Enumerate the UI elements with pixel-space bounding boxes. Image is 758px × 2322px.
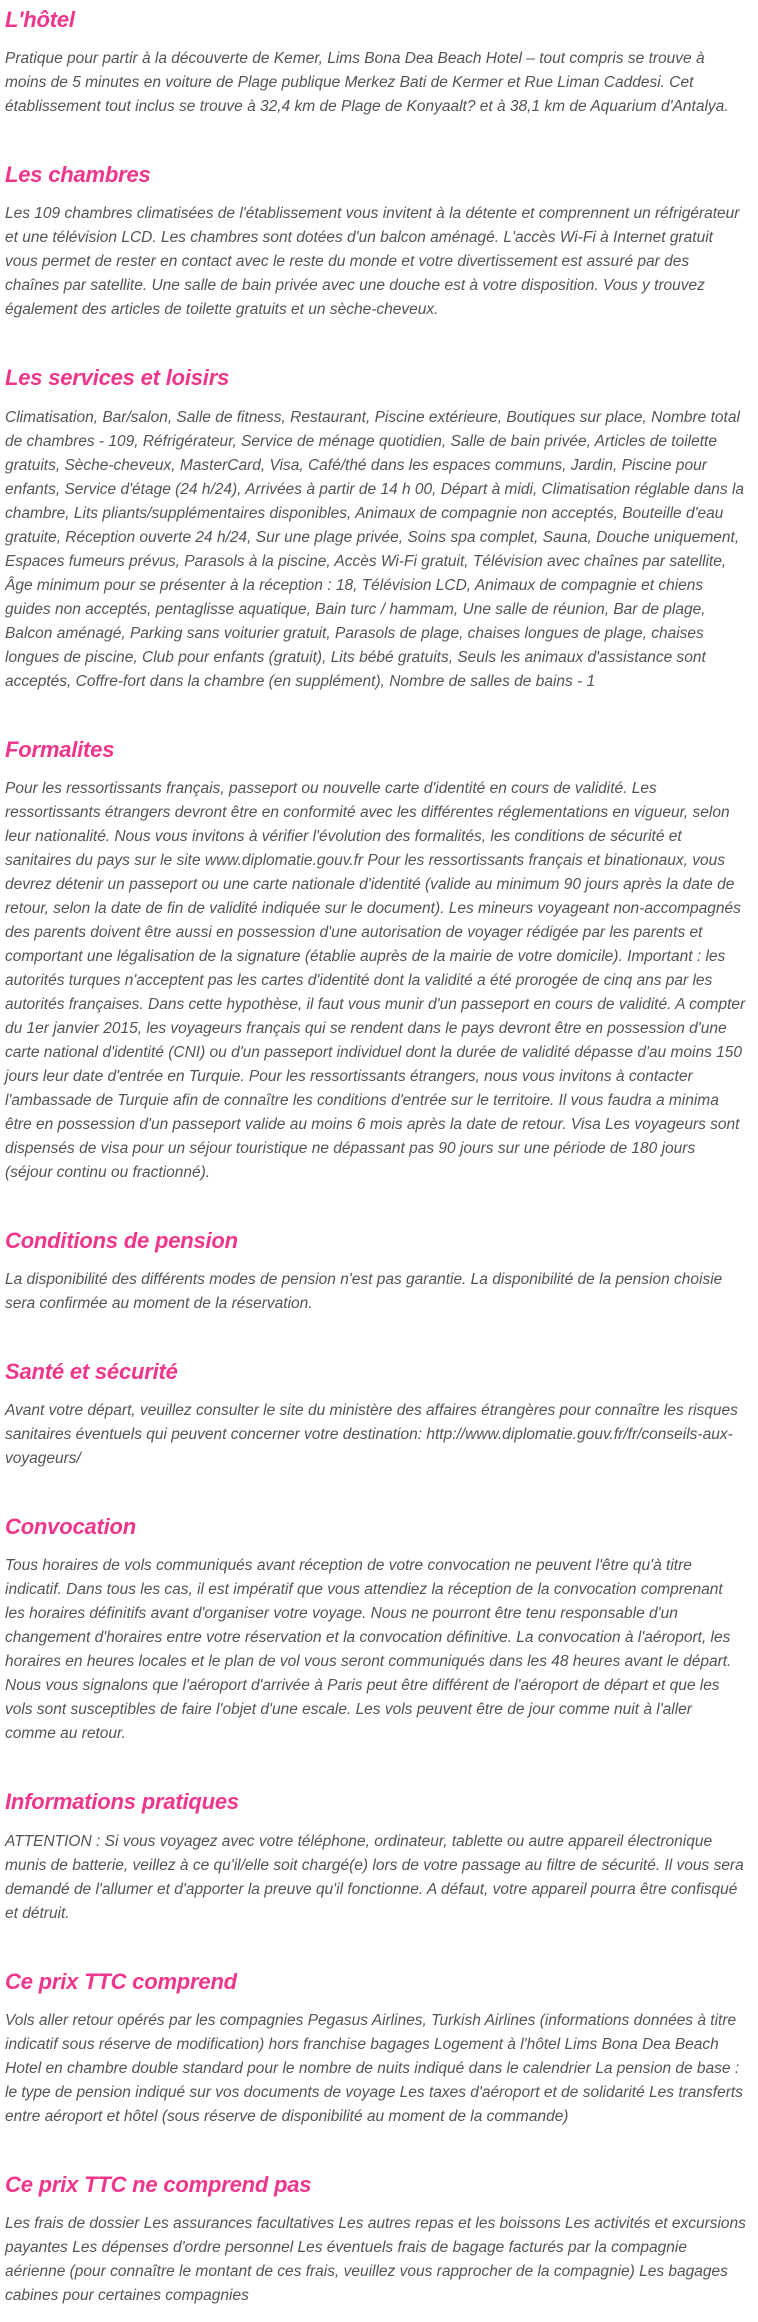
section-body-chambres: Les 109 chambres climatisées de l'établissement vous invitent à la détente et comprennent un réfrigérateur et une télévision LCD. Les chambres sont dotées d'un balcon aménagé. L'accès Wi-Fi à Internet gratuit vous permet de rester en contact avec le reste du monde et votre divertissement est assuré par des chaînes par satellite. Une salle de bain privée avec une douche est à votre disposition. Vous y trouvez également des articles de toilette gratuits et un sèche-cheveux.	[5, 205, 740, 319]
section-body-prix-ttc-ne-comprend-pas: Les frais de dossier Les assurances facultatives Les autres repas et les boissons Les activités et excursions payantes Les dépenses d'ordre personnel Les éventuels frais de bagage facturés par la compagnie aérienne (pour connaître le montant de ces frais, veuillez vous rapprocher de la compagnie) Les bagages cabines pour certaines compagnies	[5, 2214, 746, 2304]
section-body-formalites: Pour les ressortissants français, passeport ou nouvelle carte d'identité en cours de validité. Les ressortissants étrangers devront être en conformité avec les différentes réglementations en vigueur, selon leur nationalité. Nous vous invitons à vérifier l'évolution des formalités, les conditions de sécurité et sanitaires du pays sur le site www.diplomatie.gouv.fr Pour les ressortissants français et binationaux, vous devrez détenir un passeport ou une carte nationale d'identité (valide au minimum 90 jours après la date de retour, selon la date de fin de validité indiquée sur le document). Les mineurs voyageant non-accompagnés des parents doivent être aussi en possession d'une autorisation de voyager rédigée par les parents et comportant une légalisation de la signature (établie auprès de la mairie de votre domicile). Important : les autorités turques n'acceptent pas les cartes d'identité dont la validité a été prorogée de cinq ans par les autorités françaises. Dans cette hypothèse, il faut vous munir d'un passeport en cours de validité. A compter du 1er janvier 2015, les voyageurs français qui se rendent dans le pays devront être en possession d'une carte national d'identité (CNI) ou d'un passeport individuel dont la durée de validité dépasse d'au moins 150 jours leur date d'entrée en Turquie. Pour les ressortissants étrangers, nous vous invitons à contacter l'ambassade de Turquie afin de connaître les conditions d'entrée sur le territoire. Il vous faudra a minima être en possession d'un passeport valide au moins 6 mois après la date de retour. Visa Les voyageurs sont dispensés de visa pour un séjour touristique ne dépassant pas 90 jours sur une période de 180 jours (séjour continu ou fractionné).	[5, 779, 746, 1181]
section-prix-ttc-comprend	[5, 1970, 746, 2129]
section-title-informations-pratiques: Informations pratiques	[5, 1789, 239, 1815]
section-body-convocation: Tous horaires de vols communiqués avant réception de votre convocation ne peuvent l'être qu'à titre indicatif. Dans tous les cas, il est impératif que vous attendiez la réception de la convocation comprenant les horaires définitifs avant d'organiser votre voyage. Nous ne pourront être tenu responsable d'un changement d'horaires entre votre réservation et la convocation définitive. La convocation à l'aéroport, les horaires en heures locales et le plan de vol vous seront communiqués dans les 48 heures avant le départ. Nous vous signalons que l'aéroport d'arrivée à Paris peut être différent de l'aéroport de départ et que les vols sont susceptibles de faire l'objet d'une escale. Les vols peuvent être de jour comme nuit à l'aller comme au retour.	[5, 1557, 732, 1743]
section-title-sante-securite: Santé et sécurité	[5, 1358, 178, 1384]
section-prix-ttc-ne-comprend-pas	[5, 2173, 746, 2308]
section-title-services-loisirs: Les services et loisirs	[5, 365, 230, 391]
section-formalites	[5, 738, 746, 1185]
section-body-sante-securite: Avant votre départ, veuillez consulter le site du ministère des affaires étrangères pour connaître les risques sanitaires éventuels qui peuvent concerner votre destination: http://www.diplomatie.gouv.fr/fr/conseils-aux-voyageurs/	[5, 1402, 738, 1468]
section-body-conditions-pension: La disponibilité des différents modes de pension n'est pas garantie. La disponibilité de la pension choisie sera confirmée au moment de la réservation.	[5, 1270, 723, 1312]
section-body-prix-ttc-comprend: Vols aller retour opérés par les compagnies Pegasus Airlines, Turkish Airlines (informations données à titre indicatif sous réserve de modification) hors franchise bagages Logement à l'hôtel Lims Bona Dea Beach Hotel en chambre double standard pour le nombre de nuits indiqué dans le calendrier La pension de base : le type de pension indiqué sur vos documents de voyage Les taxes d'aéroport et de solidarité Les transferts entre aéroport et hôtel (sous réserve de disponibilité au moment de la commande)	[5, 2011, 743, 2125]
section-title-chambres: Les chambres	[5, 162, 151, 188]
section-body-services-loisirs: Climatisation, Bar/salon, Salle de fitness, Restaurant, Piscine extérieure, Boutiques sur place, Nombre total de chambres - 109, Réfrigérateur, Service de ménage quotidien, Salle de bain privée, Articles de toilette gratuits, Sèche-cheveux, MasterCard, Visa, Café/thé dans les espaces communs, Jardin, Piscine pour enfants, Service d'étage (24 h/24), Arrivées à partir de 14 h 00, Départ à midi, Climatisation réglable dans la chambre, Lits pliants/supplémentaires disponibles, Animaux de compagnie non acceptés, Bouteille d'eau gratuite, Réception ouverte 24 h/24, Sur une plage privée, Soins spa complet, Sauna, Douche uniquement, Espaces fumeurs prévus, Parasols à la piscine, Accès Wi-Fi gratuit, Télévision avec chaînes par satellite, Âge minimum pour se présenter à la réception : 18, Télévision LCD, Animaux de compagnie et chiens guides non acceptés, pentaglisse aquatique, Bain turc / hammam, Une salle de réunion, Bar de plage, Balcon aménagé, Parking sans voiturier gratuit, Parasols de plage, chaises longues de plage, chaises longues de piscine, Club pour enfants (gratuit), Lits bébé gratuits, Seuls les animaux d'assistance sont acceptés, Coffre-fort dans la chambre (en supplément), Nombre de salles de bains - 1	[5, 408, 745, 690]
section-informations-pratiques	[5, 1790, 746, 1925]
section-body-hotel: Pratique pour partir à la découverte de Kemer, Lims Bona Dea Beach Hotel – tout compris se trouve à moins de 5 minutes en voiture de Plage publique Merkez Bati de Kermer et Rue Liman Caddesi. Cet établissement tout inclus se trouve à 32,4 km de Plage de Konyaalt? et à 38,1 km de Aquarium d'Antalya.	[5, 50, 729, 116]
section-title-prix-ttc-ne-comprend-pas: Ce prix TTC ne comprend pas	[5, 2171, 312, 2197]
section-hotel	[5, 8, 746, 119]
section-convocation	[5, 1515, 746, 1746]
section-title-conditions-pension: Conditions de pension	[5, 1227, 238, 1253]
section-title-hotel: L'hôtel	[5, 7, 75, 32]
section-body-informations-pratiques: ATTENTION : Si vous voyagez avec votre téléphone, ordinateur, tablette ou autre appareil électronique munis de batterie, veillez à ce qu'il/elle soit chargé(e) lors de votre passage au filtre de sécurité. Il vous sera demandé de l'allumer et d'apporter la preuve qu'il fonctionne. A défaut, votre appareil pourra être confisqué et détruit.	[5, 1832, 744, 1922]
section-title-convocation: Convocation	[5, 1514, 137, 1540]
section-title-formalites: Formalites	[5, 736, 115, 762]
section-sante-securite	[5, 1360, 746, 1471]
section-services-loisirs	[5, 366, 746, 693]
section-title-prix-ttc-comprend: Ce prix TTC comprend	[5, 1968, 237, 1994]
section-chambres	[5, 163, 746, 322]
section-conditions-pension	[5, 1229, 746, 1316]
